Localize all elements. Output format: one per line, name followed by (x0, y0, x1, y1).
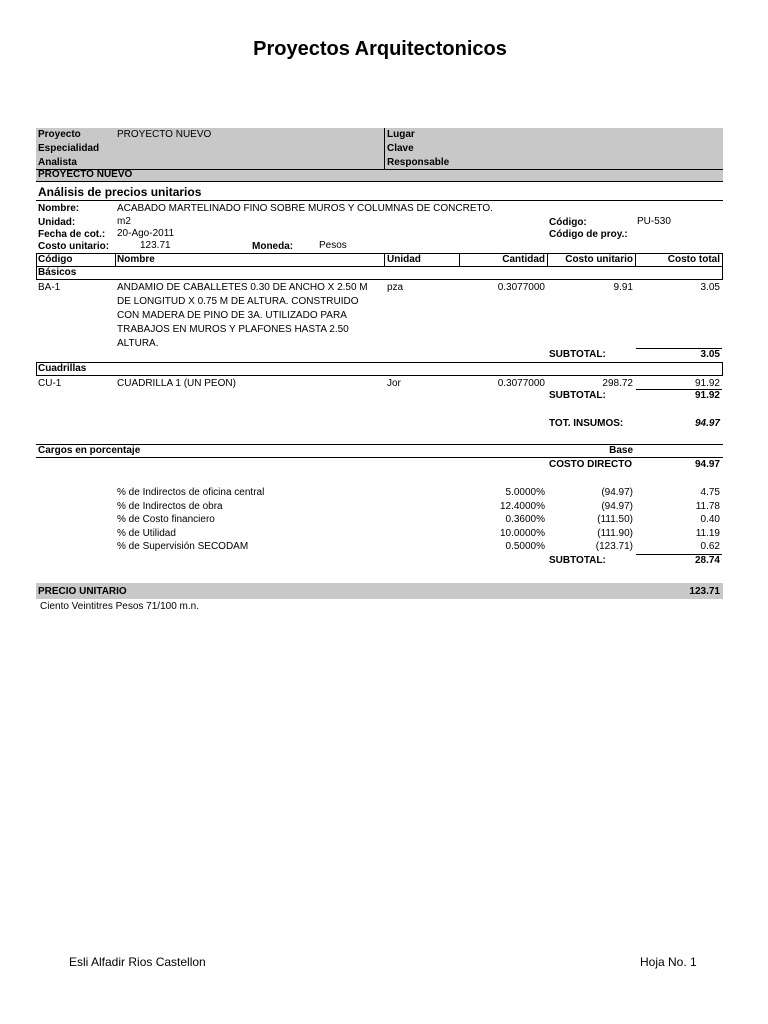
col-divider (384, 253, 385, 267)
cuadrillas-left-border (36, 362, 37, 376)
footer-author: Esli Alfadir Rios Castellon (69, 955, 206, 969)
cargos-subtotal: 28.74 (694, 555, 720, 566)
cargo-name: % de Indirectos de obra (117, 501, 223, 512)
moneda-value: Pesos (319, 240, 347, 251)
costo-unitario-label: Costo unitario: (38, 241, 110, 252)
band-bottom-line (36, 181, 723, 182)
header-divider (384, 128, 385, 169)
basicos-total: 3.05 (700, 282, 720, 293)
proyecto-label: Proyecto (38, 129, 81, 140)
cargo-amount: 11.19 (695, 528, 720, 539)
cargo-base: (94.97) (601, 501, 633, 512)
precio-unitario-band (36, 583, 723, 599)
tot-insumos: 94.97 (694, 418, 720, 429)
col-codigo: Código (38, 254, 73, 265)
unidad-value: m2 (117, 216, 131, 227)
section-line (36, 200, 723, 201)
basicos-name-line: DE LONGITUD X 0.75 M DE ALTURA. CONSTRUIDO (117, 296, 359, 307)
basicos-subtotal: 3.05 (700, 349, 720, 360)
precio-unitario-label: PRECIO UNITARIO (38, 586, 127, 597)
cargo-name: % de Utilidad (117, 528, 176, 539)
cargo-pct: 12.4000% (499, 501, 545, 512)
cargos-subtotal-label: SUBTOTAL: (549, 555, 606, 566)
basicos-name-line: ALTURA. (117, 338, 159, 349)
codigo-label: Código: (549, 217, 587, 228)
basicos-qty: 0.3077000 (497, 282, 545, 293)
basicos-name-line: CON MADERA DE PINO DE 3A. UTILIZADO PARA (117, 310, 347, 321)
section-title: Análisis de precios unitarios (38, 185, 202, 199)
cargo-amount: 4.75 (700, 487, 720, 498)
cuadrillas-title: Cuadrillas (38, 363, 87, 374)
col-costo-total: Costo total (667, 254, 720, 265)
codigo-proy-label: Código de proy.: (549, 229, 628, 240)
cargo-base: (123.71) (595, 541, 633, 552)
footer-page: Hoja No. 1 (640, 955, 697, 969)
col-nombre: Nombre (117, 254, 155, 265)
col-cantidad: Cantidad (502, 254, 545, 265)
cuadrillas-qty: 0.3077000 (497, 378, 545, 389)
lugar-label: Lugar (387, 129, 415, 140)
especialidad-label: Especialidad (38, 143, 100, 154)
basicos-code: BA-1 (38, 282, 61, 293)
cargo-base: (111.90) (597, 528, 633, 539)
cargo-pct: 0.3600% (505, 514, 545, 525)
cargo-amount: 11.78 (695, 501, 720, 512)
col-divider (36, 253, 37, 267)
cargo-pct: 10.0000% (499, 528, 545, 539)
col-divider (722, 253, 723, 267)
cargos-line (36, 457, 723, 458)
cuadrillas-unit: Jor (387, 378, 401, 389)
project-band-text: PROYECTO NUEVO (38, 169, 133, 180)
cargo-base: (94.97) (601, 487, 633, 498)
analista-label: Analista (38, 157, 77, 168)
responsable-label: Responsable (387, 157, 450, 168)
cargo-amount: 0.62 (700, 541, 720, 552)
fecha-value: 20-Ago-2011 (117, 228, 175, 239)
band-line (36, 169, 723, 170)
cargo-amount: 0.40 (700, 514, 720, 525)
page-title: Proyectos Arquitectonicos (253, 38, 507, 60)
cuadrillas-total: 91.92 (694, 378, 720, 389)
cuadrillas-top-line (36, 362, 723, 363)
basicos-left-border (36, 266, 37, 280)
cuadrillas-subtotal: 91.92 (694, 390, 720, 401)
precio-unitario: 123.71 (689, 586, 720, 597)
cargo-name: % de Costo financiero (117, 514, 215, 525)
table-header-bottom (36, 266, 723, 267)
costo-unitario-value: 123.71 (140, 240, 171, 251)
project-band (36, 169, 723, 181)
nombre-label: Nombre: (38, 203, 80, 214)
moneda-label: Moneda: (252, 241, 294, 252)
clave-label: Clave (387, 143, 414, 154)
basicos-unit-cost: 9.91 (613, 282, 633, 293)
cargos-base-label: Base (609, 445, 633, 456)
nombre-value: ACABADO MARTELINADO FINO SOBRE MUROS Y COLUMNAS DE CONCRETO. (117, 203, 493, 214)
basicos-right-border (722, 266, 723, 280)
costo-directo-label: COSTO DIRECTO (549, 459, 632, 470)
cuadrillas-line (36, 375, 723, 376)
cargo-name: % de Supervisión SECODAM (117, 541, 249, 552)
basicos-unit: pza (387, 282, 404, 293)
cargo-base: (111.50) (597, 514, 633, 525)
cuadrillas-right-border (722, 362, 723, 376)
basicos-name-line: ANDAMIO DE CABALLETES 0.30 DE ANCHO X 2.50 M (117, 282, 368, 293)
fecha-label: Fecha de cot.: (38, 229, 106, 240)
col-divider (115, 253, 116, 267)
col-unidad: Unidad (387, 254, 421, 265)
tot-insumos-label: TOT. INSUMOS: (549, 418, 624, 429)
costo-directo: 94.97 (694, 459, 720, 470)
cargos-title: Cargos en porcentaje (38, 445, 141, 456)
col-costo-unitario: Costo unitario (565, 254, 633, 265)
basicos-subtotal-label: SUBTOTAL: (549, 349, 606, 360)
cuadrillas-unit-cost: 298.72 (602, 378, 633, 389)
proyecto-value: PROYECTO NUEVO (117, 129, 212, 140)
cargo-pct: 5.0000% (505, 487, 545, 498)
cargo-name: % de Indirectos de oficina central (117, 487, 265, 498)
amount-words: Ciento Veintitres Pesos 71/100 m.n. (40, 601, 199, 612)
cuadrillas-code: CU-1 (38, 378, 62, 389)
cuadrillas-subtotal-label: SUBTOTAL: (549, 390, 606, 401)
basicos-line (36, 279, 723, 280)
basicos-name-line: TRABAJOS EN MUROS Y PLAFONES HASTA 2.50 (117, 324, 349, 335)
basicos-title: Básicos (38, 267, 77, 278)
cuadrillas-name: CUADRILLA 1 (UN PEON) (117, 378, 236, 389)
unidad-label: Unidad: (38, 217, 76, 228)
cargo-pct: 0.5000% (505, 541, 545, 552)
codigo-value: PU-530 (637, 216, 671, 227)
